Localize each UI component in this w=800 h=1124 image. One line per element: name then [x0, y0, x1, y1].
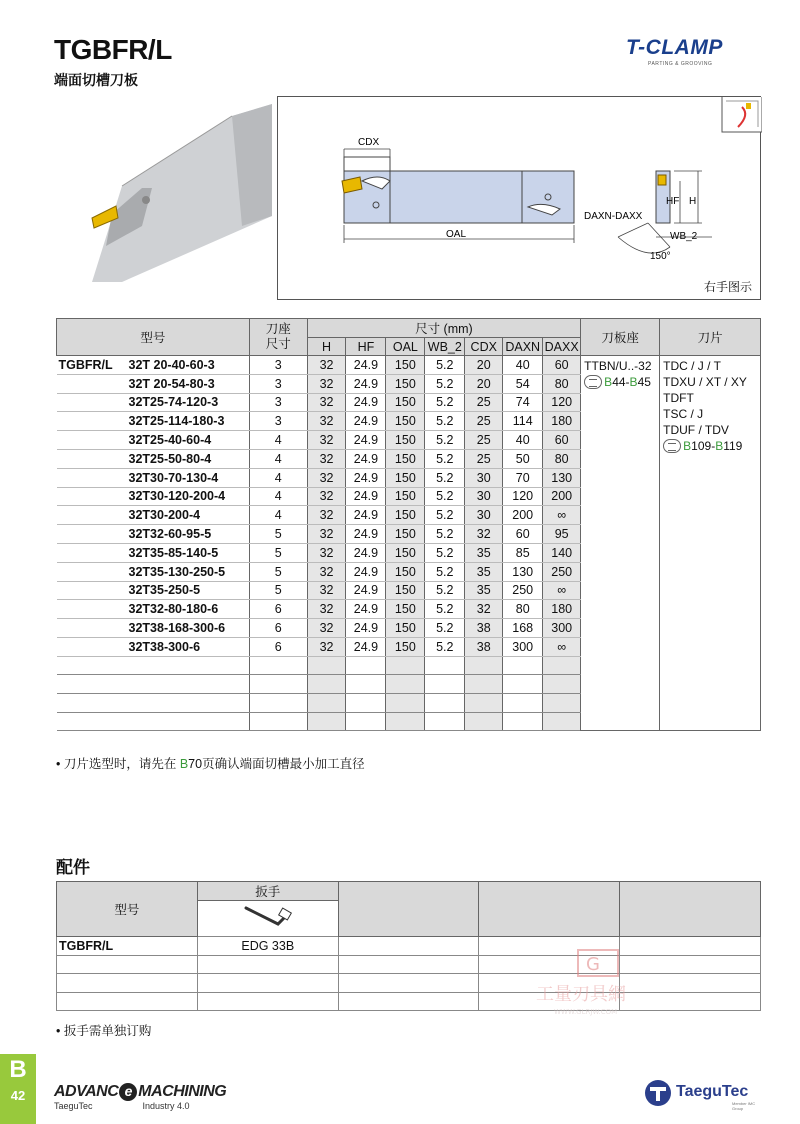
- empty-model-cell: [57, 712, 250, 731]
- dim-cdx-cell: 38: [465, 637, 503, 656]
- page-tab: [0, 1054, 36, 1124]
- model-code: 32T 20-54-80-3: [128, 376, 215, 391]
- dim-hf-cell: 24.9: [346, 487, 386, 506]
- insert-type: TSC / J: [663, 407, 704, 421]
- seat-size-cell: 6: [249, 600, 307, 619]
- ref-b: B: [715, 439, 724, 453]
- acc-header-model: 型号: [57, 882, 198, 937]
- empty-cell: [249, 675, 307, 694]
- dim-hf-cell: 24.9: [346, 543, 386, 562]
- brand-tagline: PARTING & GROOVING: [648, 61, 713, 67]
- page-title: TGBFR/L: [54, 34, 172, 65]
- ref-b: B: [629, 375, 638, 389]
- insert-type: TDXU / XT / XY: [663, 375, 747, 389]
- page-number: 42: [10, 1088, 26, 1103]
- seat-size-cell: 5: [249, 543, 307, 562]
- dim-hf-cell: 24.9: [346, 506, 386, 525]
- wrench-image-cell: [197, 901, 338, 937]
- model-cell: [57, 449, 250, 468]
- insert-ref[interactable]: [663, 438, 757, 454]
- cdx-label: CDX: [358, 137, 380, 148]
- model-code: 32T35-250-5: [128, 583, 201, 598]
- dim-h-cell: 32: [307, 468, 346, 487]
- seat-size-cell: 3: [249, 356, 307, 375]
- seat-size-cell: 3: [249, 374, 307, 393]
- acc-cell: [197, 955, 338, 974]
- dim-h-cell: 32: [307, 412, 346, 431]
- dim-wb_2-cell: 5.2: [425, 525, 465, 544]
- dim-oal-cell: 150: [386, 449, 425, 468]
- acc-header-empty-3: [620, 882, 761, 937]
- dim-oal-cell: 150: [386, 393, 425, 412]
- dim-daxn-cell: 70: [503, 468, 543, 487]
- acc-cell: [338, 955, 479, 974]
- dim-h-cell: 32: [307, 487, 346, 506]
- daxn-daxx-label: DAXN-DAXX: [584, 211, 643, 222]
- model-cell: [57, 468, 250, 487]
- insert-selection-note: [56, 754, 365, 772]
- model-code: 32T25-50-80-4: [128, 451, 212, 466]
- dim-h-cell: 32: [307, 637, 346, 656]
- dim-oal-cell: 150: [386, 619, 425, 638]
- dim-hf-cell: 24.9: [346, 412, 386, 431]
- dim-oal-cell: 150: [386, 562, 425, 581]
- dim-h-cell: 32: [307, 506, 346, 525]
- watermark-url: WWW.GLRJW.COM: [554, 1008, 618, 1016]
- dim-cdx-cell: 25: [465, 449, 503, 468]
- dim-wb_2-cell: 5.2: [425, 619, 465, 638]
- dim-daxx-cell: ∞: [543, 581, 581, 600]
- dim-wb_2-cell: 5.2: [425, 543, 465, 562]
- dim-oal-cell: 150: [386, 525, 425, 544]
- dim-cdx-cell: 38: [465, 619, 503, 638]
- model-cell: [57, 562, 250, 581]
- dim-oal-cell: 150: [386, 487, 425, 506]
- advance-machining-logo: [54, 1083, 226, 1111]
- model-cell: [57, 487, 250, 506]
- dim-oal-cell: 150: [386, 543, 425, 562]
- dim-daxn-cell: 50: [503, 449, 543, 468]
- dim-daxn-cell: 85: [503, 543, 543, 562]
- dim-hf-cell: 24.9: [346, 581, 386, 600]
- model-code: 32T25-114-180-3: [128, 414, 225, 429]
- adv-sub-right: Industry 4.0: [142, 1101, 190, 1111]
- wb2-label: WB_2: [670, 231, 698, 242]
- page-subtitle: 端面切槽刀板: [54, 72, 138, 88]
- empty-cell: [503, 656, 543, 675]
- dim-daxn-cell: 74: [503, 393, 543, 412]
- wrench-order-note: • 扳手需单独订购: [56, 1024, 152, 1038]
- seat-size-cell: 4: [249, 506, 307, 525]
- seat-size-cell: 3: [249, 412, 307, 431]
- empty-cell: [346, 656, 386, 675]
- model-cell: [57, 581, 250, 600]
- dim-daxn-cell: 54: [503, 374, 543, 393]
- dim-wb_2-cell: 5.2: [425, 487, 465, 506]
- dim-daxx-cell: 130: [543, 468, 581, 487]
- adv-right: MACHINING: [138, 1083, 227, 1100]
- acc-cell: [197, 974, 338, 993]
- empty-cell: [503, 712, 543, 731]
- dim-wb_2-cell: 5.2: [425, 356, 465, 375]
- insert-type: TDC / J / T: [663, 359, 721, 373]
- acc-cell: [57, 992, 198, 1011]
- dim-cdx-cell: 35: [465, 543, 503, 562]
- dim-daxx-cell: 80: [543, 449, 581, 468]
- dim-oal-cell: 150: [386, 468, 425, 487]
- empty-cell: [386, 693, 425, 712]
- svg-text:G: G: [586, 954, 600, 975]
- header-dim-oal: OAL: [386, 338, 425, 356]
- dim-wb_2-cell: 5.2: [425, 449, 465, 468]
- empty-cell: [307, 712, 346, 731]
- dim-cdx-cell: 25: [465, 412, 503, 431]
- dim-oal-cell: 150: [386, 637, 425, 656]
- acc-cell: [338, 974, 479, 993]
- dim-wb_2-cell: 5.2: [425, 468, 465, 487]
- dim-oal-cell: 150: [386, 600, 425, 619]
- empty-model-cell: [57, 693, 250, 712]
- dim-h-cell: 32: [307, 600, 346, 619]
- header-dim-hf: HF: [346, 338, 386, 356]
- seat-size-cell: 4: [249, 431, 307, 450]
- header-dim-wb_2: WB_2: [425, 338, 465, 356]
- dim-cdx-cell: 20: [465, 374, 503, 393]
- dim-daxx-cell: 60: [543, 356, 581, 375]
- empty-cell: [465, 712, 503, 731]
- oal-label: OAL: [446, 229, 467, 240]
- empty-cell: [543, 693, 581, 712]
- h-label: H: [689, 196, 697, 207]
- company-sub: Member IMC Group: [732, 1101, 756, 1111]
- dim-daxx-cell: 80: [543, 374, 581, 393]
- dim-hf-cell: 24.9: [346, 449, 386, 468]
- dim-cdx-cell: 20: [465, 356, 503, 375]
- dim-daxx-cell: 300: [543, 619, 581, 638]
- dim-daxn-cell: 250: [503, 581, 543, 600]
- model-code: 32T38-300-6: [128, 639, 201, 654]
- model-cell: [57, 393, 250, 412]
- dim-daxn-cell: 40: [503, 356, 543, 375]
- dim-oal-cell: 150: [386, 506, 425, 525]
- spec-row: [57, 356, 761, 375]
- ref-num: 44: [612, 375, 626, 389]
- dim-daxn-cell: 114: [503, 412, 543, 431]
- model-code: 32T30-70-130-4: [128, 470, 219, 485]
- seat-size-cell: 4: [249, 449, 307, 468]
- empty-cell: [249, 693, 307, 712]
- dim-wb_2-cell: 5.2: [425, 412, 465, 431]
- empty-cell: [543, 675, 581, 694]
- dim-wb_2-cell: 5.2: [425, 393, 465, 412]
- taegutec-emblem-icon: [644, 1079, 672, 1107]
- empty-cell: [503, 675, 543, 694]
- model-cell: [57, 619, 250, 638]
- insert-ref-text: [683, 438, 742, 454]
- empty-cell: [386, 712, 425, 731]
- model-code: 32T32-80-180-6: [128, 602, 219, 617]
- empty-cell: [249, 712, 307, 731]
- empty-cell: [543, 712, 581, 731]
- seat-size-cell: 6: [249, 637, 307, 656]
- empty-cell: [386, 656, 425, 675]
- acc-cell: [338, 937, 479, 956]
- dim-daxn-cell: 300: [503, 637, 543, 656]
- dim-hf-cell: 24.9: [346, 431, 386, 450]
- dim-wb_2-cell: 5.2: [425, 431, 465, 450]
- taegutec-logo: [644, 1079, 764, 1109]
- dim-cdx-cell: 30: [465, 468, 503, 487]
- empty-cell: [425, 675, 465, 694]
- seat-size-cell: 4: [249, 468, 307, 487]
- dim-hf-cell: 24.9: [346, 637, 386, 656]
- header-dim-h: H: [307, 338, 346, 356]
- note1-text: • 刀片选型时，请先在: [56, 757, 180, 771]
- header-dim-daxn: DAXN: [503, 338, 543, 356]
- empty-cell: [346, 675, 386, 694]
- header-seat-size: 刀座 尺寸: [249, 319, 307, 356]
- dim-wb_2-cell: 5.2: [425, 374, 465, 393]
- dim-hf-cell: 24.9: [346, 600, 386, 619]
- dim-daxx-cell: ∞: [543, 506, 581, 525]
- note1-rest: 70页确认端面切槽最小加工直径: [188, 757, 365, 771]
- dim-hf-cell: 24.9: [346, 393, 386, 412]
- dim-daxx-cell: 95: [543, 525, 581, 544]
- empty-cell: [346, 693, 386, 712]
- acc-wrench: EDG 33B: [197, 937, 338, 956]
- dim-daxx-cell: ∞: [543, 637, 581, 656]
- empty-cell: [307, 693, 346, 712]
- dim-h-cell: 32: [307, 374, 346, 393]
- acc-cell: [57, 974, 198, 993]
- insert-type: TDUF / TDV: [663, 423, 729, 437]
- watermark-text: 工量刃具網: [536, 984, 626, 1005]
- dim-daxx-cell: 180: [543, 600, 581, 619]
- header-blade-seat: 刀板座: [581, 319, 660, 356]
- dim-daxn-cell: 168: [503, 619, 543, 638]
- acc-header-wrench: 扳手: [197, 882, 338, 901]
- model-code: 32T25-74-120-3: [128, 395, 219, 410]
- empty-cell: [307, 656, 346, 675]
- right-hand-note: 右手图示: [703, 280, 752, 294]
- ref-b: B: [683, 439, 692, 453]
- dim-hf-cell: 24.9: [346, 525, 386, 544]
- model-code: 32T 20-40-60-3: [128, 357, 215, 372]
- model-code: 32T38-168-300-6: [128, 621, 226, 636]
- dim-cdx-cell: 32: [465, 600, 503, 619]
- dim-cdx-cell: 25: [465, 393, 503, 412]
- model-cell: [57, 412, 250, 431]
- dim-wb_2-cell: 5.2: [425, 506, 465, 525]
- dim-oal-cell: 150: [386, 374, 425, 393]
- dim-oal-cell: 150: [386, 412, 425, 431]
- dim-h-cell: 32: [307, 562, 346, 581]
- model-code: 32T35-130-250-5: [128, 564, 226, 579]
- dim-hf-cell: 24.9: [346, 374, 386, 393]
- catalog-ref-icon: [584, 375, 602, 389]
- acc-header-empty-2: [479, 882, 620, 937]
- watermark-logo: [530, 948, 680, 1018]
- seat-size-cell: 5: [249, 525, 307, 544]
- dim-h-cell: 32: [307, 581, 346, 600]
- dimension-drawing: [278, 97, 762, 301]
- insert-type: TDFT: [663, 391, 694, 405]
- empty-cell: [425, 656, 465, 675]
- acc-header-empty-1: [338, 882, 479, 937]
- model-cell: [57, 637, 250, 656]
- acc-cell: [338, 992, 479, 1011]
- empty-model-cell: [57, 675, 250, 694]
- seat-size-cell: 5: [249, 562, 307, 581]
- dim-h-cell: 32: [307, 356, 346, 375]
- seat-size-cell: 3: [249, 393, 307, 412]
- dim-daxx-cell: 200: [543, 487, 581, 506]
- ref-num: 109: [691, 439, 712, 453]
- empty-cell: [307, 675, 346, 694]
- adv-e-icon: e: [119, 1083, 137, 1101]
- dim-cdx-cell: 30: [465, 506, 503, 525]
- model-code: 32T30-200-4: [128, 508, 201, 523]
- dim-daxn-cell: 130: [503, 562, 543, 581]
- page-letter: B: [9, 1056, 27, 1083]
- dim-cdx-cell: 35: [465, 562, 503, 581]
- model-cell: [57, 374, 250, 393]
- dim-cdx-cell: 25: [465, 431, 503, 450]
- header-dims: 尺寸 (mm): [307, 319, 581, 338]
- empty-cell: [503, 693, 543, 712]
- dim-cdx-cell: 30: [465, 487, 503, 506]
- seat-size-cell: 6: [249, 619, 307, 638]
- dim-hf-cell: 24.9: [346, 356, 386, 375]
- dim-daxn-cell: 120: [503, 487, 543, 506]
- model-code: 32T35-85-140-5: [128, 545, 219, 560]
- blade-seat-name: TTBN/U..-32: [584, 359, 652, 373]
- dim-daxx-cell: 120: [543, 393, 581, 412]
- empty-cell: [249, 656, 307, 675]
- hf-label: HF: [666, 196, 680, 207]
- dim-h-cell: 32: [307, 431, 346, 450]
- model-cell: [57, 525, 250, 544]
- blade-seat-ref[interactable]: [584, 374, 656, 390]
- empty-cell: [543, 656, 581, 675]
- dim-wb_2-cell: 5.2: [425, 581, 465, 600]
- note1-ref: B: [179, 757, 189, 771]
- ref-dash: -: [711, 439, 716, 453]
- tool-holder-photo: [82, 96, 272, 286]
- dim-wb_2-cell: 5.2: [425, 562, 465, 581]
- insert-cell: [660, 356, 761, 731]
- model-cell: [57, 356, 250, 375]
- dim-hf-cell: 24.9: [346, 619, 386, 638]
- dim-oal-cell: 150: [386, 356, 425, 375]
- adv-sub-left: TaeguTec: [54, 1101, 93, 1111]
- header-model: 型号: [57, 319, 250, 356]
- dim-daxx-cell: 250: [543, 562, 581, 581]
- empty-model-cell: [57, 656, 250, 675]
- acc-cell: [197, 992, 338, 1011]
- empty-cell: [465, 693, 503, 712]
- ref-num: 45: [637, 375, 651, 389]
- catalog-ref-icon: [663, 439, 681, 453]
- accessories-title: 配件: [56, 858, 90, 877]
- header-dim-daxx: DAXX: [544, 339, 579, 354]
- dim-daxx-cell: 180: [543, 412, 581, 431]
- ref-dash: -: [625, 375, 630, 389]
- dim-h-cell: 32: [307, 393, 346, 412]
- spec-table: [56, 318, 761, 731]
- empty-cell: [425, 712, 465, 731]
- brand-name: T-CLAMP: [626, 36, 723, 59]
- dim-h-cell: 32: [307, 619, 346, 638]
- dim-h-cell: 32: [307, 525, 346, 544]
- technical-drawing: [277, 96, 761, 300]
- model-cell: [57, 600, 250, 619]
- acc-cell: [57, 955, 198, 974]
- dim-cdx-cell: 32: [465, 525, 503, 544]
- dim-daxn-cell: 200: [503, 506, 543, 525]
- empty-cell: [386, 675, 425, 694]
- dim-h-cell: 32: [307, 543, 346, 562]
- seat-size-cell: 5: [249, 581, 307, 600]
- dim-oal-cell: 150: [386, 581, 425, 600]
- empty-cell: [425, 693, 465, 712]
- empty-cell: [465, 675, 503, 694]
- acc-model: TGBFR/L: [57, 937, 198, 956]
- model-code: 32T30-120-200-4: [128, 489, 226, 504]
- dim-daxn-cell: 40: [503, 431, 543, 450]
- hex-wrench-icon: [238, 902, 298, 932]
- model-cell: [57, 543, 250, 562]
- ref-b: B: [604, 375, 613, 389]
- header-insert: 刀片: [660, 319, 761, 356]
- dim-daxx-cell: 140: [543, 543, 581, 562]
- t-clamp-logo: [620, 36, 760, 68]
- adv-left: ADVANC: [54, 1083, 119, 1100]
- model-code: 32T25-40-60-4: [128, 433, 212, 448]
- series-name: TGBFR/L: [58, 357, 113, 372]
- dim-daxn-cell: 80: [503, 600, 543, 619]
- dim-wb_2-cell: 5.2: [425, 600, 465, 619]
- dim-cdx-cell: 35: [465, 581, 503, 600]
- ref-num: 119: [723, 439, 743, 453]
- header-dim-cdx: CDX: [465, 338, 503, 356]
- seat-size-cell: 4: [249, 487, 307, 506]
- company-name: TaeguTec: [676, 1083, 749, 1100]
- empty-cell: [346, 712, 386, 731]
- model-code: 32T32-60-95-5: [128, 527, 212, 542]
- blade-seat-ref-text: [604, 374, 651, 390]
- blade-seat-cell: [581, 356, 660, 731]
- dim-hf-cell: 24.9: [346, 468, 386, 487]
- dim-oal-cell: 150: [386, 431, 425, 450]
- dim-daxn-cell: 60: [503, 525, 543, 544]
- model-cell: [57, 431, 250, 450]
- dim-daxx-cell: 60: [543, 431, 581, 450]
- angle-label: 150°: [650, 251, 671, 262]
- dim-wb_2-cell: 5.2: [425, 637, 465, 656]
- model-cell: [57, 506, 250, 525]
- empty-cell: [465, 656, 503, 675]
- dim-h-cell: 32: [307, 449, 346, 468]
- dim-hf-cell: 24.9: [346, 562, 386, 581]
